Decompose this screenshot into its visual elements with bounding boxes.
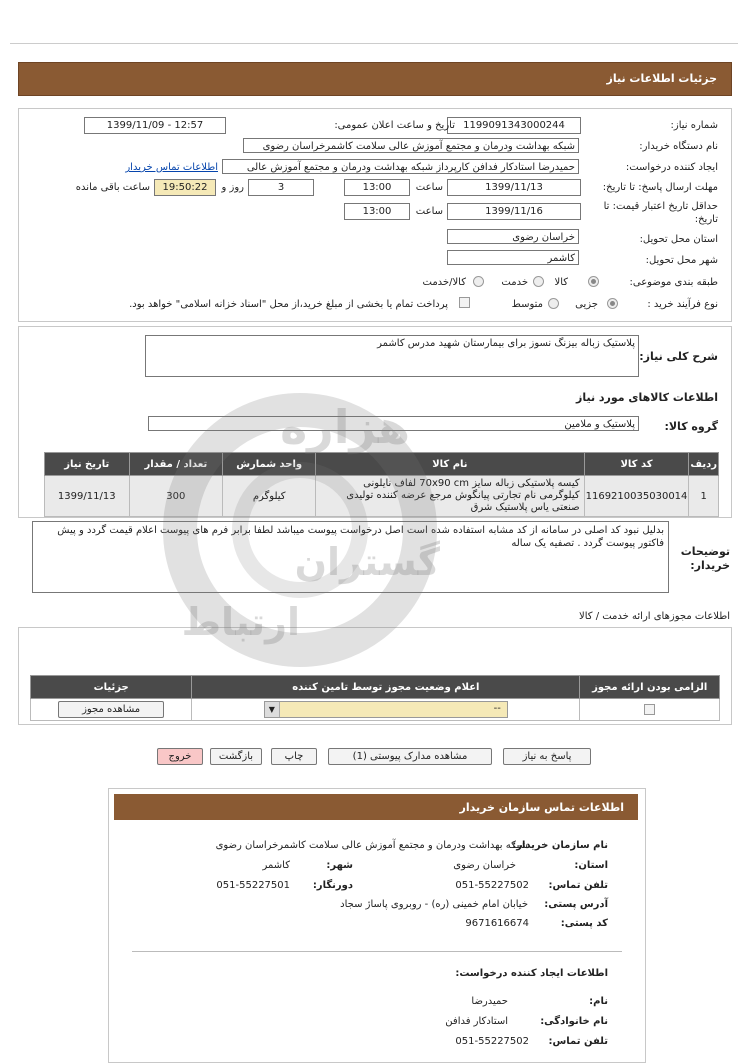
contact-address-label: آدرس پستی: (544, 899, 608, 910)
creator-last-name-value: استادکار فدافن (445, 1016, 508, 1027)
creator-field[interactable]: حمیدرضا استادکار فدافن کارپرداز شبکه بهداشت ودرمان و مجتمع آموزش عالی (222, 159, 579, 174)
goods-table-header (45, 453, 719, 476)
contact-city-label: شهر: (326, 860, 353, 871)
goods-section-title: اطلاعات کالاهای مورد نیاز (576, 391, 718, 404)
col-status: اعلام وضعیت مجوز توسط تامین کننده (192, 676, 580, 699)
category-service-label: خدمت (501, 277, 528, 288)
cell-date: 1399/11/13 (45, 476, 130, 517)
back-button[interactable]: بازگشت (210, 748, 262, 765)
creator-label: ایجاد کننده درخواست: (625, 162, 718, 173)
need-number-label: شماره نیاز: (670, 120, 718, 131)
deadline-date-field[interactable]: 1399/11/13 (447, 179, 581, 196)
reply-button[interactable]: پاسخ به نیاز (503, 748, 591, 765)
contact-postal-value: 9671616674 (465, 918, 529, 929)
col-required: الزامی بودن ارائه مجوز (580, 676, 720, 699)
col-code: کد کالا (584, 453, 689, 476)
contact-province-label: استان: (574, 860, 608, 871)
announce-label: تاریخ و ساعت اعلان عمومی: (334, 120, 455, 131)
details-header-panel (18, 62, 732, 96)
contact-postal-label: کد پستی: (560, 918, 608, 929)
description-textarea[interactable]: پلاستیک زباله بیزنگ نسوز برای بیمارستان شهید مدرس کاشمر (145, 335, 639, 377)
description-label: شرح کلی نیاز: (639, 350, 718, 363)
contact-divider (132, 951, 622, 952)
remaining-label: ساعت باقی مانده (75, 182, 150, 193)
validity-time-label: ساعت (415, 206, 443, 217)
contact-phone-label: تلفن تماس: (548, 880, 608, 891)
goods-table (44, 452, 719, 517)
watermark-text-ertebat: ارتباط (181, 600, 300, 644)
col-name: نام کالا (316, 453, 584, 476)
category-label: طبقه بندی موضوعی: (629, 277, 718, 288)
permits-title: اطلاعات مجوزهای ارائه خدمت / کالا (579, 611, 730, 622)
cell-name: کیسه پلاستیکی زباله سایز 70x90 cm لفاف نایلونی کیلوگرمی نام تجارتی پیانگوش مرجع عرضه کننده تولیدی صنعتی یاس پلاستیک شرق (316, 476, 584, 517)
days-label: روز و (221, 182, 244, 193)
table-row (45, 476, 719, 517)
contact-address-value: خیابان امام خمینی (ره) - روبروی پاساژ سجاد (340, 899, 528, 910)
province-label: استان محل تحویل: (639, 234, 718, 245)
remaining-time-field: 19:50:22 (154, 179, 216, 196)
contact-org-value: شبکه بهداشت ودرمان و مجتمع آموزش عالی سلامت کاشمرخراسان رضوی (215, 840, 528, 851)
view-permit-button[interactable]: مشاهده مجوز (58, 701, 164, 718)
cell-row: 1 (689, 476, 719, 517)
table-row (31, 699, 720, 721)
col-details: جزئیات (31, 676, 192, 699)
contact-fax-label: دورنگار: (312, 880, 353, 891)
col-date: تاریخ نیاز (45, 453, 130, 476)
validity-time-field[interactable]: 13:00 (344, 203, 410, 220)
announce-field[interactable]: 1399/11/09 - 12:57 (84, 117, 226, 134)
category-goods-label: کالا (554, 277, 568, 288)
watermark-text-hezareh: هزاره (280, 400, 410, 454)
permit-required-checkbox (644, 704, 655, 715)
permits-table (30, 675, 720, 721)
validity-date-field[interactable]: 1399/11/16 (447, 203, 581, 220)
watermark-text-gostaran: گستران (294, 540, 440, 584)
goods-group-field[interactable]: پلاستیک و ملامین (148, 416, 639, 431)
category-both-radio[interactable] (473, 276, 484, 287)
col-row: ردیف (689, 453, 719, 476)
city-field[interactable]: کاشمر (447, 250, 579, 265)
exit-button[interactable]: خروج (157, 748, 203, 765)
permit-status-value: -- (493, 703, 501, 714)
deadline-time-label: ساعت (415, 182, 443, 193)
treasury-payment-note: پرداخت تمام یا بخشی از مبلغ خرید،از محل "اسناد خزانه اسلامی" خواهد بود. (129, 299, 448, 310)
contact-fax-value: 051-55227501 (216, 880, 290, 891)
chevron-down-icon[interactable]: ▼ (265, 702, 280, 717)
contact-title: اطلاعات تماس سازمان خریدار (459, 801, 624, 814)
validity-label: حداقل تاریخ اعتبار قیمت: تا تاریخ: (603, 201, 718, 225)
creator-first-name-value: حمیدرضا (471, 996, 508, 1007)
cell-required (580, 699, 720, 721)
creator-phone-value: 051-55227502 (455, 1036, 529, 1047)
goods-group-label: گروه کالا: (664, 420, 718, 433)
city-label: شهر محل تحویل: (645, 255, 718, 266)
purchase-medium-radio[interactable] (548, 298, 559, 309)
permit-status-select[interactable] (264, 701, 508, 718)
purchase-minor-label: جزیی (575, 299, 598, 310)
permits-table-header (31, 676, 720, 699)
buyer-org-label: نام دستگاه خریدار: (639, 141, 718, 152)
buyer-org-field[interactable]: شبکه بهداشت ودرمان و مجتمع آموزش عالی سلامت کاشمرخراسان رضوی (243, 138, 579, 153)
deadline-time-field[interactable]: 13:00 (344, 179, 410, 196)
need-number-field[interactable]: 1199091343000244 (447, 117, 581, 134)
category-service-radio[interactable] (533, 276, 544, 287)
creator-phone-label: تلفن تماس: (548, 1036, 608, 1047)
category-goods-radio[interactable] (588, 276, 599, 287)
cell-code: 1169210035030014 (584, 476, 689, 517)
category-both-label: کالا/خدمت (422, 277, 466, 288)
panel-title: جزئیات اطلاعات نیاز (606, 72, 717, 85)
purchase-type-label: نوع فرآیند خرید : (647, 299, 718, 310)
buyer-notes-textarea[interactable]: بدلیل نبود کد اصلی در سامانه از کد مشابه استفاده شده است اصل درخواست پیوست میباشد لطفا برابر فرم های پیوست اعلام قیمت گردد و پیش فاکتور پیوست گردد . تصفیه یک ساله (32, 521, 669, 593)
contact-city-value: کاشمر (262, 860, 290, 871)
contact-phone-value: 051-55227502 (455, 880, 529, 891)
purchase-medium-label: متوسط (511, 299, 543, 310)
treasury-payment-checkbox[interactable] (459, 297, 470, 308)
print-button[interactable]: چاپ (271, 748, 317, 765)
purchase-minor-radio[interactable] (607, 298, 618, 309)
contact-province-value: خراسان رضوی (453, 860, 516, 871)
col-qty: تعداد / مقدار (129, 453, 223, 476)
buyer-contact-link[interactable]: اطلاعات تماس خریدار (125, 162, 218, 173)
creator-info-title: اطلاعات ایجاد کننده درخواست: (455, 968, 608, 979)
cell-details (31, 699, 192, 721)
cell-qty: 300 (129, 476, 223, 517)
col-unit: واحد شمارش (223, 453, 316, 476)
creator-first-name-label: نام: (589, 996, 608, 1007)
contact-header (114, 794, 638, 820)
cell-status (192, 699, 580, 721)
province-field[interactable]: خراسان رضوی (447, 229, 579, 244)
attachments-button[interactable]: مشاهده مدارک پیوستی (1) (328, 748, 492, 765)
cell-unit: کیلوگرم (223, 476, 316, 517)
deadline-label: مهلت ارسال پاسخ: تا تاریخ: (602, 182, 718, 193)
buyer-notes-label: توضیحات خریدار: (680, 545, 730, 572)
contact-org-label: نام سازمان خریدار: (512, 840, 608, 851)
creator-last-name-label: نام خانوادگی: (540, 1016, 608, 1027)
days-field[interactable]: 3 (248, 179, 314, 196)
top-divider (10, 43, 738, 44)
